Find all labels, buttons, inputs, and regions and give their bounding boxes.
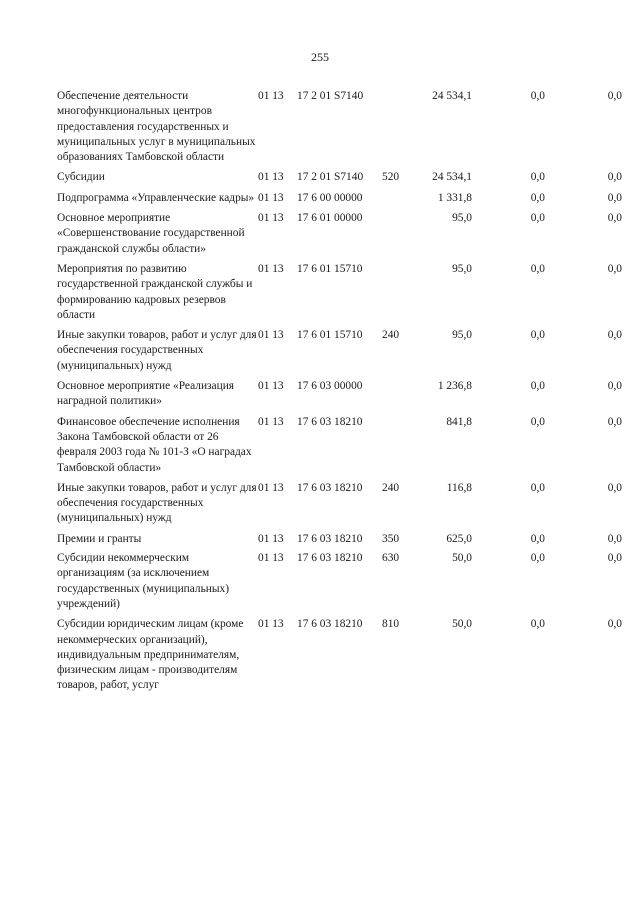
row-target: 17 6 03 18210 [297,618,363,631]
row-value-2: 0,0 [530,481,545,494]
row-name: Мероприятия по развитию государственной гражданской службы и формированию кадровых резервов области [57,262,253,321]
row-section: 01 13 [258,380,284,393]
row-value-3: 0,0 [607,380,622,393]
row-target: 17 6 03 18210 [297,481,363,494]
row-name: Премии и гранты [57,532,142,545]
row-value-2: 0,0 [530,191,545,204]
row-value-3: 0,0 [607,532,622,545]
row-target: 17 2 01 S7140 [297,90,364,102]
table-row [0,379,640,410]
page-number: 255 [311,50,329,64]
row-amount: 841,8 [446,415,472,428]
row-amount: 95,0 [452,329,472,342]
row-value-3: 0,0 [607,618,622,631]
row-amount: 116,8 [446,481,472,494]
row-target: 17 6 01 15710 [297,262,363,275]
table-row [0,481,640,527]
row-name: Иные закупки товаров, работ и услуг для обеспечения государственных (муниципальных) нужд [57,329,257,372]
row-target: 17 6 03 18210 [297,415,363,428]
row-amount: 1 236,8 [437,380,472,393]
row-section: 01 13 [258,329,284,342]
table-row [0,262,640,323]
row-expense: 350 [382,532,400,545]
row-section: 01 13 [258,191,284,204]
row-section: 01 13 [258,618,284,631]
row-name: Подпрограмма «Управленческие кадры» [57,191,255,204]
row-amount: 24 534,1 [432,171,472,184]
row-value-3: 0,0 [607,481,622,494]
table-row [0,415,640,476]
row-target: 17 6 01 15710 [297,329,363,342]
row-value-2: 0,0 [530,618,545,631]
row-amount: 50,0 [452,552,472,565]
row-section: 01 13 [258,90,284,102]
row-target: 17 2 01 S7140 [297,171,364,184]
row-amount: 625,0 [446,532,472,545]
row-value-3: 0,0 [607,191,622,204]
table-row [0,532,640,547]
table-row [0,211,640,257]
row-name: Финансовое обеспечение исполнения Закона Тамбовской области от 26 февраля 2003 года № 101-З «О наградах Тамбовской области» [57,415,252,474]
row-value-3: 0,0 [607,90,622,102]
budget-table [0,85,640,694]
row-name: Субсидии некоммерческим организациям (за исключением государственных (муниципальных) учреждений) [57,552,230,610]
table-row [0,328,640,374]
row-name: Основное мероприятие «Реализация наградной политики» [57,380,235,408]
row-value-2: 0,0 [530,552,545,565]
row-value-2: 0,0 [530,90,545,102]
row-expense: 810 [382,618,400,631]
row-value-2: 0,0 [530,329,545,342]
row-value-3: 0,0 [607,171,622,184]
row-value-2: 0,0 [530,171,545,184]
row-name: Основное мероприятие «Совершенствование государственной гражданской службы области» [57,212,245,255]
row-amount: 50,0 [452,618,472,631]
row-value-2: 0,0 [530,380,545,393]
row-section: 01 13 [258,415,284,428]
table-row [0,170,640,185]
row-name: Обеспечение деятельности многофункциональных центров предоставления государственных и муниципальных услуг в муниципальных образованиях Тамбовской области [57,90,256,164]
row-name: Субсидии [57,171,105,184]
table-row [0,191,640,206]
row-value-3: 0,0 [607,329,622,342]
row-target: 17 6 03 18210 [297,532,363,545]
table-row [0,617,640,693]
row-section: 01 13 [258,171,284,184]
row-target: 17 6 00 00000 [297,191,363,204]
row-value-2: 0,0 [530,212,545,225]
row-value-3: 0,0 [607,212,622,225]
row-amount: 95,0 [452,212,472,225]
row-section: 01 13 [258,262,284,275]
row-value-3: 0,0 [607,262,622,275]
table-row [0,551,640,612]
table-row [0,89,640,165]
row-amount: 1 331,8 [437,191,472,204]
row-name: Иные закупки товаров, работ и услуг для обеспечения государственных (муниципальных) нужд [57,481,257,525]
row-section: 01 13 [258,212,284,225]
row-value-3: 0,0 [607,415,622,428]
row-amount: 24 534,1 [432,90,472,102]
row-section: 01 13 [258,532,284,545]
row-value-2: 0,0 [530,262,545,275]
row-target: 17 6 03 18210 [297,552,363,565]
row-section: 01 13 [258,552,284,565]
row-value-2: 0,0 [530,532,545,545]
row-section: 01 13 [258,481,284,494]
row-expense: 520 [382,171,400,184]
row-name: Субсидии юридическим лицам (кроме некоммерческих организаций), индивидуальным предпринимателям, физическим лицам - производителям товаров, работ, услуг [57,618,244,692]
row-value-2: 0,0 [530,415,545,428]
row-expense: 240 [382,329,400,342]
row-target: 17 6 03 00000 [297,380,363,393]
row-value-3: 0,0 [607,552,622,565]
row-expense: 630 [382,552,400,565]
row-expense: 240 [382,481,400,494]
row-target: 17 6 01 00000 [297,212,363,225]
row-amount: 95,0 [452,262,472,275]
